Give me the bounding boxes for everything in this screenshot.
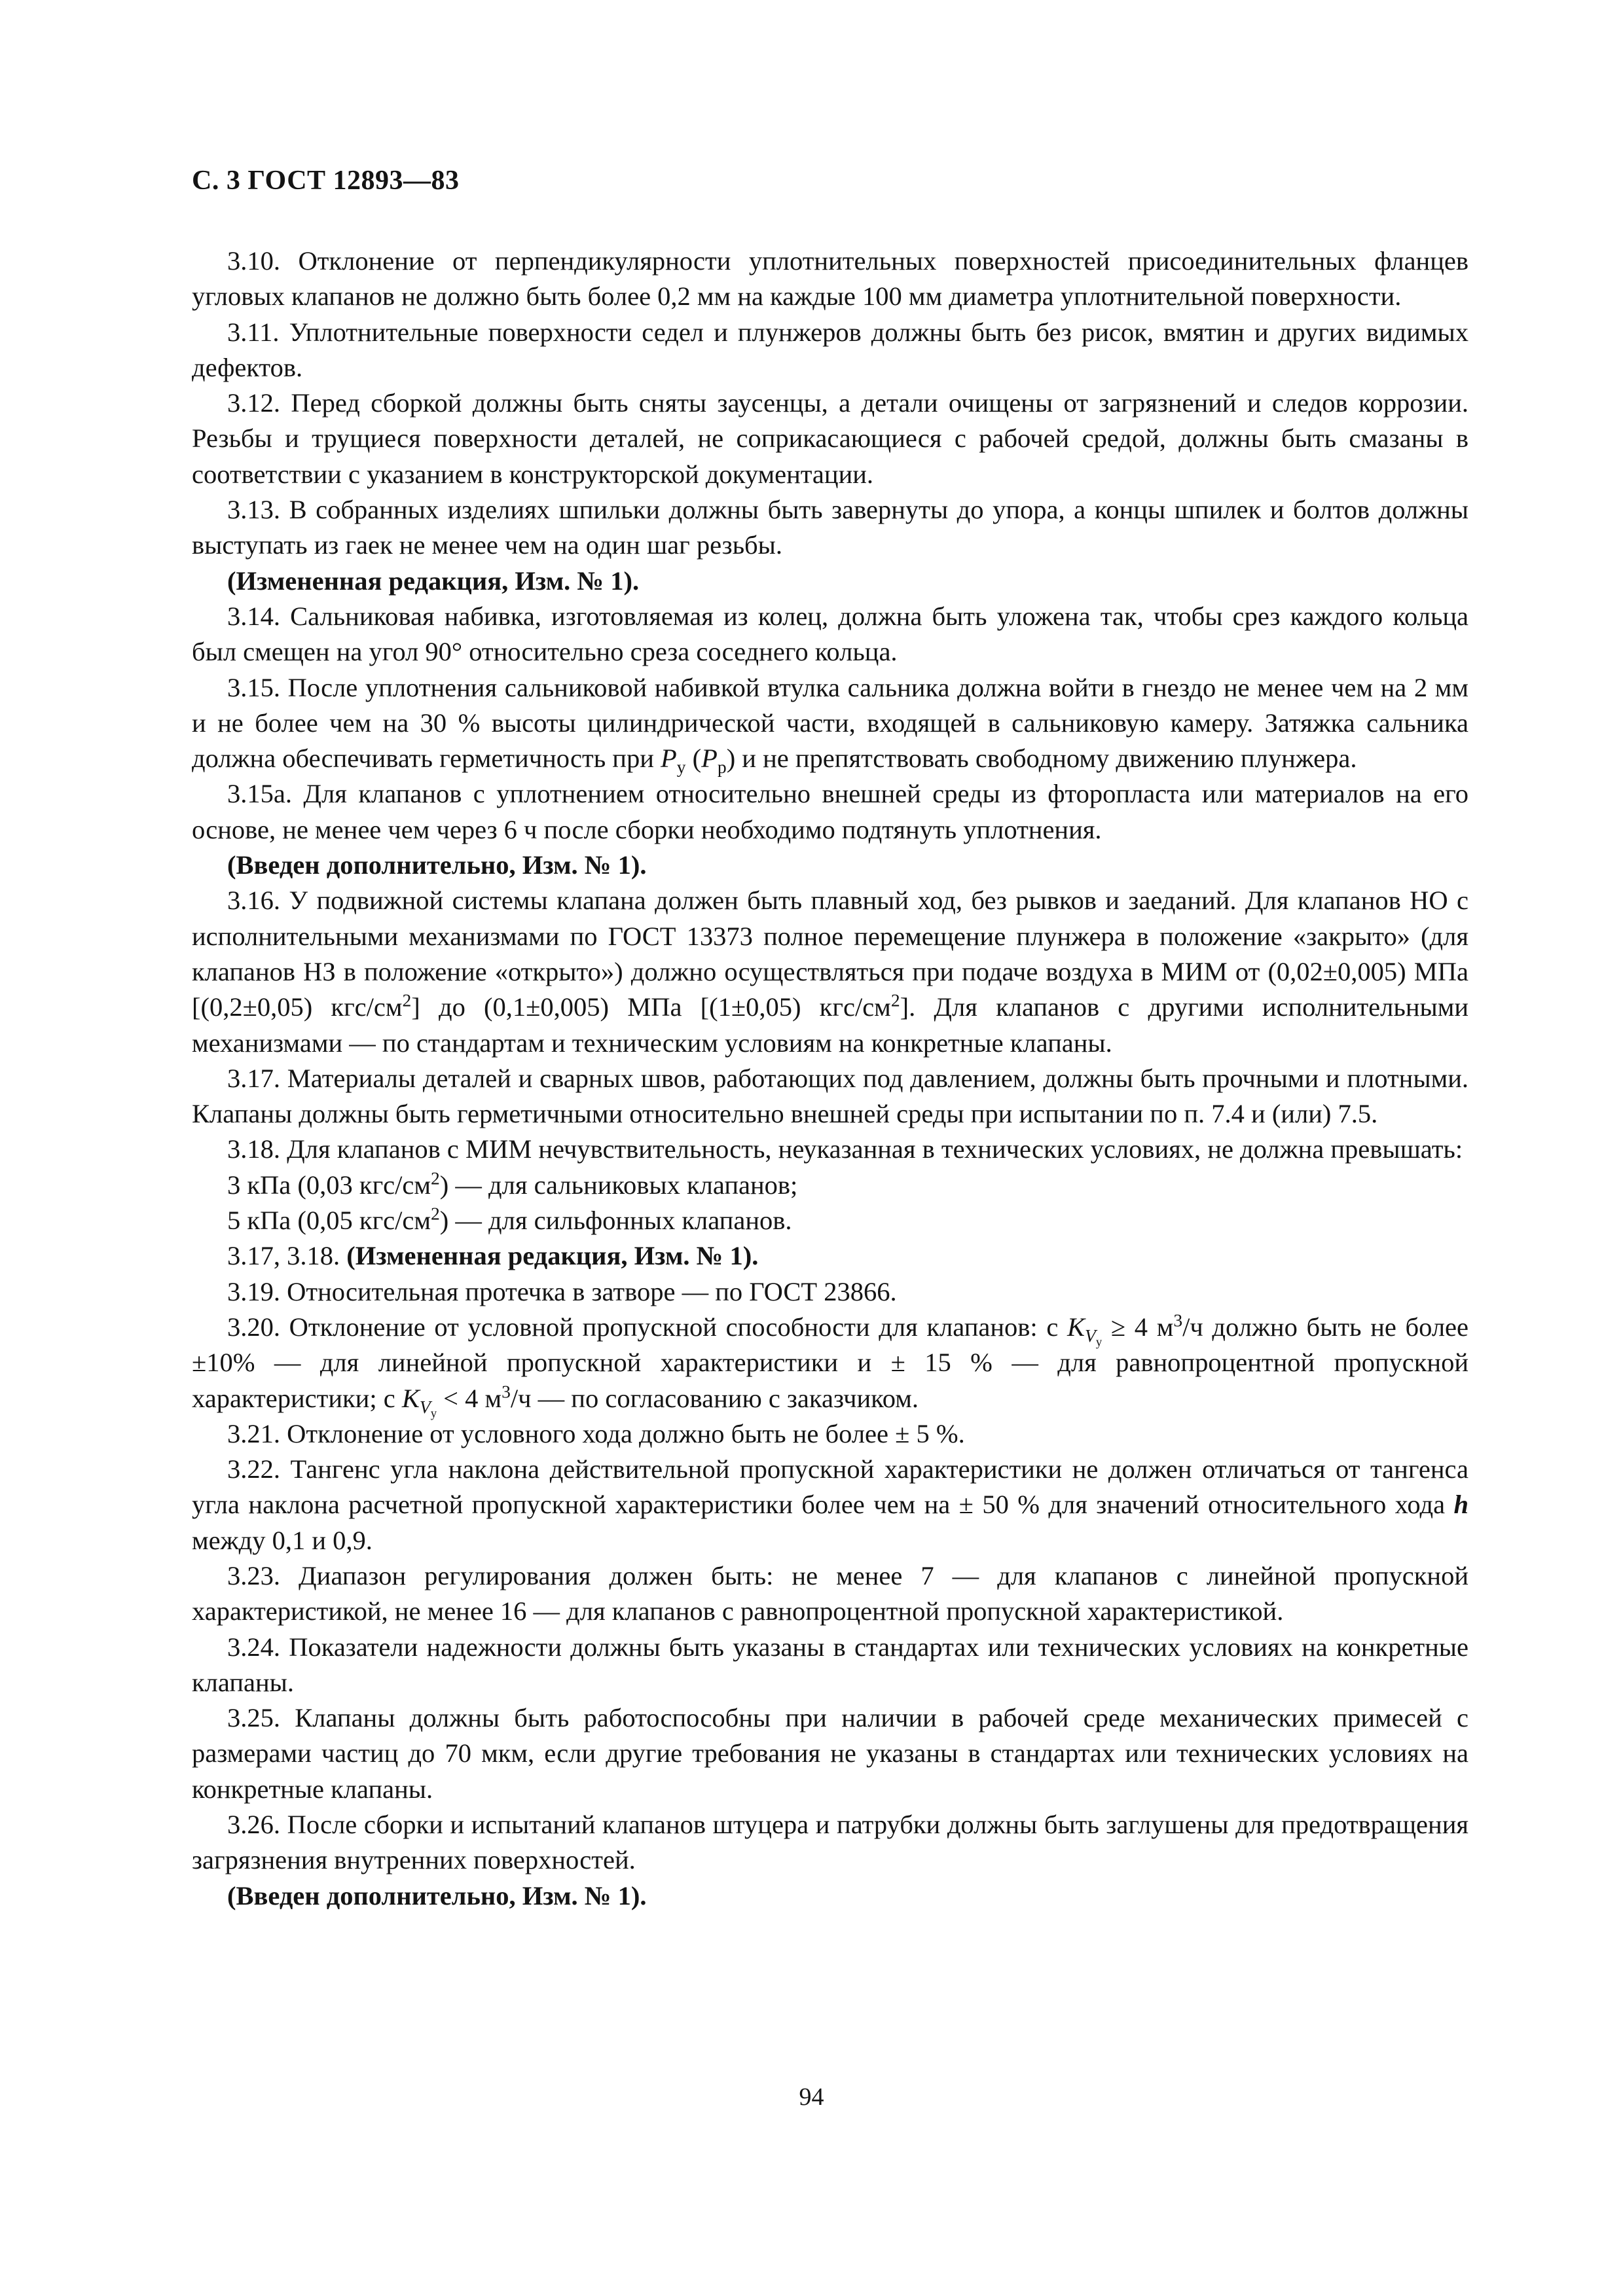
clause-3-15a: 3.15а. Для клапанов с уплотнением относительно внешней среды из фторопласта или материалов на его основе, не менее чем через 6 ч после сборки необходимо подтянуть уплотнения. [192,779,1468,844]
clause-3-11: 3.11. Уплотнительные поверхности седел и плунжеров должны быть без рисок, вмятин и других видимых дефектов. [192,317,1468,382]
amendment-note-3 [192,1238,1468,1274]
clause-3-20 [192,1310,1468,1421]
limit-line-1 [192,1168,1468,1203]
subscript: р [717,757,727,778]
clause-3-22 [192,1452,1468,1558]
line-text: 3 кПа (0,03 кгс/см [227,1170,431,1200]
clause-3-21: 3.21. Отклонение от условного хода должно быть не более ± 5 %. [227,1418,965,1448]
subscript: у [676,757,686,778]
note-text: (Измененная редакция, Изм. № 1). [346,1241,759,1271]
clause-3-26: 3.26. После сборки и испытаний клапанов штуцера и патрубки должны быть заглушены для предотвращения загрязнения внутренних поверхностей. [192,1810,1468,1875]
clause-3-18: 3.18. Для клапанов с МИМ нечувствительность, неуказанная в технических условиях, не должна превышать: [227,1134,1463,1164]
subscript-y: у [430,1407,437,1421]
clause-3-17: 3.17. Материалы деталей и сварных швов, работающих под давлением, должны быть прочными и плотными. Клапаны должны быть герметичными относительно внешней среды при испытании по п. 7.4 и (или) 7.5. [192,1063,1468,1129]
superscript: 2 [431,1168,440,1189]
note-prefix: 3.17, 3.18. [227,1241,347,1271]
amendment-note-1: (Измененная редакция, Изм. № 1). [227,565,640,596]
page-number: 94 [799,2083,824,2111]
clause-text: /ч должно быть не более ±10% — для линейной пропускной характеристики и ± 15 % — для равнопроцентной пропускной характеристики; с [192,1312,1468,1413]
clause-3-25: 3.25. Клапаны должны быть работоспособны при наличии в рабочей среде механических примесей с размерами частиц до 70 мкм, если другие требования не указаны в стандартах или технических условиях на конкретные клапаны. [192,1703,1468,1804]
superscript: 2 [402,990,412,1011]
amendment-note-4: (Введен дополнительно, Изм. № 1). [227,1880,647,1910]
clause-3-24: 3.24. Показатели надежности должны быть указаны в стандартах или технических условиях на конкретные клапаны. [192,1632,1468,1697]
superscript: 2 [890,990,900,1011]
clause-3-10: 3.10. Отклонение от перпендикулярности уплотнительных поверхностей присоединительных фланцев угловых клапанов не должно быть более 0,2 мм на каждые 100 мм диаметра уплотнительной поверхности. [192,246,1468,312]
clause-3-13: 3.13. В собранных изделиях шпильки должны быть завернуты до упора, а концы шпилек и болтов должны выступать из гаек не менее чем на один шаг резьбы. [192,495,1468,560]
clause-text: 3.16. У подвижной системы клапана должен быть плавный ход, без рывков и заеданий. Для клапанов НО с исполнительными механизмами по ГОСТ 13373 полное перемещение плунжера в положение «закрыто» (для клапанов НЗ в положение «открыто») должно осуществляться при подаче воздуха в МИМ от (0,02±0,005) МПа [(0,2±0,05) кгс/см [192,886,1468,1022]
limit-line-2 [192,1203,1468,1238]
clause-3-12: 3.12. Перед сборкой должны быть сняты заусенцы, а детали очищены от загрязнений и следов коррозии. Резьбы и трущиеся поверхности деталей, не соприкасающиеся с рабочей средой, должны быть смазаны в соответствии с указанием в конструкторской документации. [192,388,1468,489]
kv-symbol: K [401,1383,420,1413]
clause-text: ( [685,744,702,774]
superscript: 2 [431,1203,440,1224]
clause-text: ≥ 4 м [1102,1312,1174,1342]
clause-text: между 0,1 и 0,9. [192,1525,373,1555]
page-header: С. 3 ГОСТ 12893—83 [192,166,460,196]
clause-text: ]. Для клапанов с другими исполнительными механизмами — по стандартам и техническим условиям на конкретные клапаны. [192,992,1469,1058]
subscript [1085,1325,1103,1350]
clause-text: /ч — по согласованию с заказчиком. [510,1383,919,1413]
line-text: ) — для сильфонных клапанов. [439,1206,792,1236]
clause-3-16 [192,883,1468,1060]
clause-3-23: 3.23. Диапазон регулирования должен быть: не менее 7 — для клапанов с линейной пропускной характеристикой, не менее 16 — для клапанов с равнопроцентной пропускной характеристикой. [192,1560,1468,1626]
kv-symbol: K [1067,1312,1085,1342]
clause-text: 3.15. После уплотнения сальниковой набивкой втулка сальника должна войти в гнездо не менее чем на 2 мм и не более чем на 30 % высоты цилиндрической части, входящей в сальниковую камеру. Затяжка сальника должна обеспечивать герметичность при [192,672,1468,774]
subscript-v: V [1085,1325,1096,1346]
line-text: 5 кПа (0,05 кгс/см [227,1206,431,1236]
document-body [192,243,1468,1914]
clause-3-15 [192,670,1468,777]
clause-text: ) и не препятствовать свободному движению плунжера. [726,744,1357,774]
subscript-y: у [1095,1335,1103,1350]
clause-text: 3.20. Отклонение от условной пропускной способности для клапанов: с [227,1312,1068,1342]
superscript: 3 [1173,1310,1183,1331]
pressure-symbol: P [701,744,718,774]
subscript [419,1396,437,1421]
pressure-symbol: P [661,744,677,774]
clause-text: 3.22. Тангенс угла наклона действительной пропускной характеристики не должен отличаться от тангенса угла наклона расчетной пропускной характеристики более чем на ± 50 % для значений относительного хода [192,1454,1468,1520]
clause-text: ] до (0,1±0,005) МПа [(1±0,05) кгс/см [411,992,891,1022]
clause-3-14: 3.14. Сальниковая набивка, изготовляемая из колец, должна быть уложена так, чтобы срез каждого кольца был смещен на угол 90° относительно среза соседнего кольца. [192,601,1468,667]
line-text: ) — для сальниковых клапанов; [439,1170,798,1200]
clause-3-19: 3.19. Относительная протечка в затворе — по ГОСТ 23866. [227,1276,897,1306]
amendment-note-2: (Введен дополнительно, Изм. № 1). [227,850,647,880]
subscript-v: V [419,1396,431,1417]
clause-text: < 4 м [437,1383,502,1413]
superscript: 3 [501,1381,511,1401]
stroke-symbol: h [1453,1490,1468,1520]
